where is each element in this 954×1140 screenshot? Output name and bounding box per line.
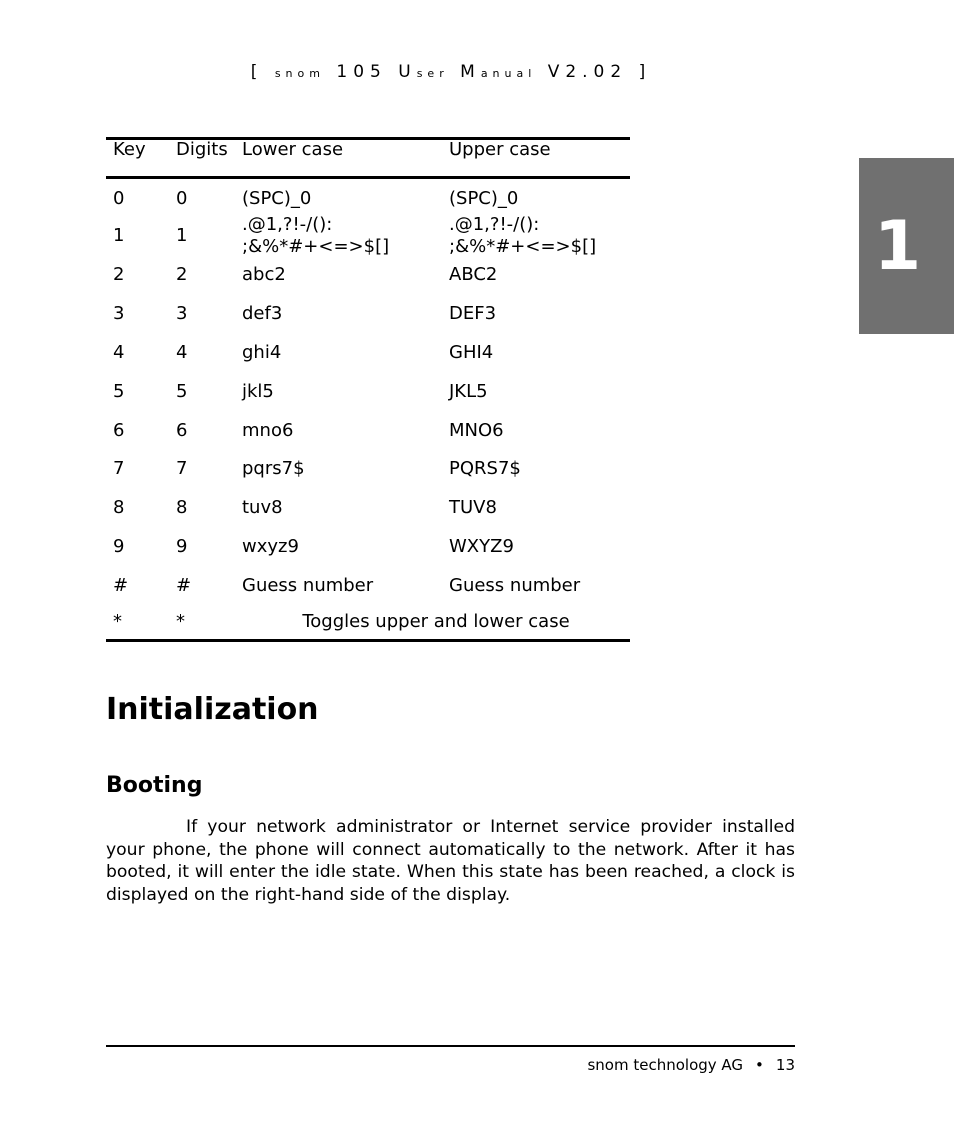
table-row: [106, 605, 630, 639]
cell-key: 0: [113, 188, 125, 209]
cell-lower-case: pqrs7$: [242, 458, 305, 480]
cell-lower-case: def3: [242, 303, 283, 325]
cell-lower-case: .@1,?!-/(): ;&%*#+<=>$[]: [242, 214, 390, 257]
cell-digits: 5: [176, 380, 188, 402]
cell-lower-case: mno6: [242, 419, 294, 441]
column-header-lower-case: Lower case: [242, 139, 344, 160]
cell-upper-case: MNO6: [449, 419, 504, 441]
page-number: 13: [775, 1056, 795, 1074]
cell-upper-case: GHI4: [449, 341, 494, 363]
cell-key: 2: [113, 264, 125, 286]
table-row: [106, 334, 630, 373]
cell-digits: *: [176, 611, 185, 633]
body-paragraph: If your network administrator or Internet service provider installed your phone, the phone will connect automatically to the network. After it has booted, it will enter the idle state. When this state has been reached, a clock is displayed on the right-hand side of the display.: [106, 817, 795, 905]
column-header-key: Key: [113, 139, 146, 160]
table-row: [106, 372, 630, 411]
cell-lower-case: Guess number: [242, 574, 374, 596]
cell-digits: 4: [176, 341, 188, 363]
cell-upper-case: DEF3: [449, 303, 497, 325]
cell-digits: 2: [176, 264, 188, 286]
footer-rule: [106, 1045, 795, 1047]
cell-upper-case: .@1,?!-/(): ;&%*#+<=>$[]: [449, 214, 597, 257]
cell-digits: 9: [176, 535, 188, 557]
key-mapping-table: [106, 137, 630, 642]
page-footer: [106, 1056, 795, 1074]
chapter-tab: 1: [859, 158, 954, 334]
cell-toggle-case: Toggles upper and lower case: [302, 611, 570, 633]
table-row: [106, 256, 630, 295]
cell-upper-case: WXYZ9: [449, 535, 514, 557]
table-header: [106, 140, 630, 179]
cell-key: 7: [113, 458, 125, 480]
section-title: Initialization: [106, 692, 319, 727]
cell-key: 3: [113, 303, 125, 325]
cell-key: 8: [113, 497, 125, 519]
cell-digits: 0: [176, 188, 188, 209]
column-header-upper-case: Upper case: [449, 139, 551, 160]
table-row: [106, 216, 630, 256]
table-row: [106, 566, 630, 605]
cell-upper-case: ABC2: [449, 264, 498, 286]
cell-lower-case: ghi4: [242, 341, 282, 363]
cell-lower-case: abc2: [242, 264, 286, 286]
cell-key: #: [113, 574, 129, 596]
cell-upper-case: PQRS7$: [449, 458, 521, 480]
cell-lower-case: wxyz9: [242, 535, 299, 557]
cell-digits: #: [176, 574, 192, 596]
cell-key: 5: [113, 380, 125, 402]
cell-digits: 3: [176, 303, 188, 325]
table-row: [106, 450, 630, 489]
cell-lower-case: jkl5: [242, 380, 274, 402]
table-row: [106, 411, 630, 450]
footer-company: snom technology AG: [587, 1056, 744, 1074]
cell-key: 9: [113, 535, 125, 557]
footer-bullet: •: [755, 1056, 764, 1074]
table-row: [106, 528, 630, 567]
column-header-digits: Digits: [176, 139, 228, 160]
cell-digits: 8: [176, 497, 188, 519]
cell-lower-case: (SPC)_0: [242, 188, 312, 209]
running-header: [ snom 105 User Manual V2.02 ]: [250, 62, 652, 82]
cell-digits: 1: [176, 225, 188, 246]
table-row: [106, 182, 630, 216]
cell-upper-case: TUV8: [449, 497, 497, 519]
cell-upper-case: Guess number: [449, 574, 581, 596]
cell-digits: 6: [176, 419, 188, 441]
cell-upper-case: JKL5: [449, 380, 488, 402]
cell-lower-case: tuv8: [242, 497, 283, 519]
cell-upper-case: (SPC)_0: [449, 188, 519, 209]
cell-key: 1: [113, 225, 125, 246]
cell-digits: 7: [176, 458, 188, 480]
cell-key: *: [113, 611, 122, 633]
subsection-title: Booting: [106, 773, 203, 798]
table-row: [106, 295, 630, 334]
cell-key: 6: [113, 419, 125, 441]
cell-key: 4: [113, 341, 125, 363]
table-row: [106, 489, 630, 528]
